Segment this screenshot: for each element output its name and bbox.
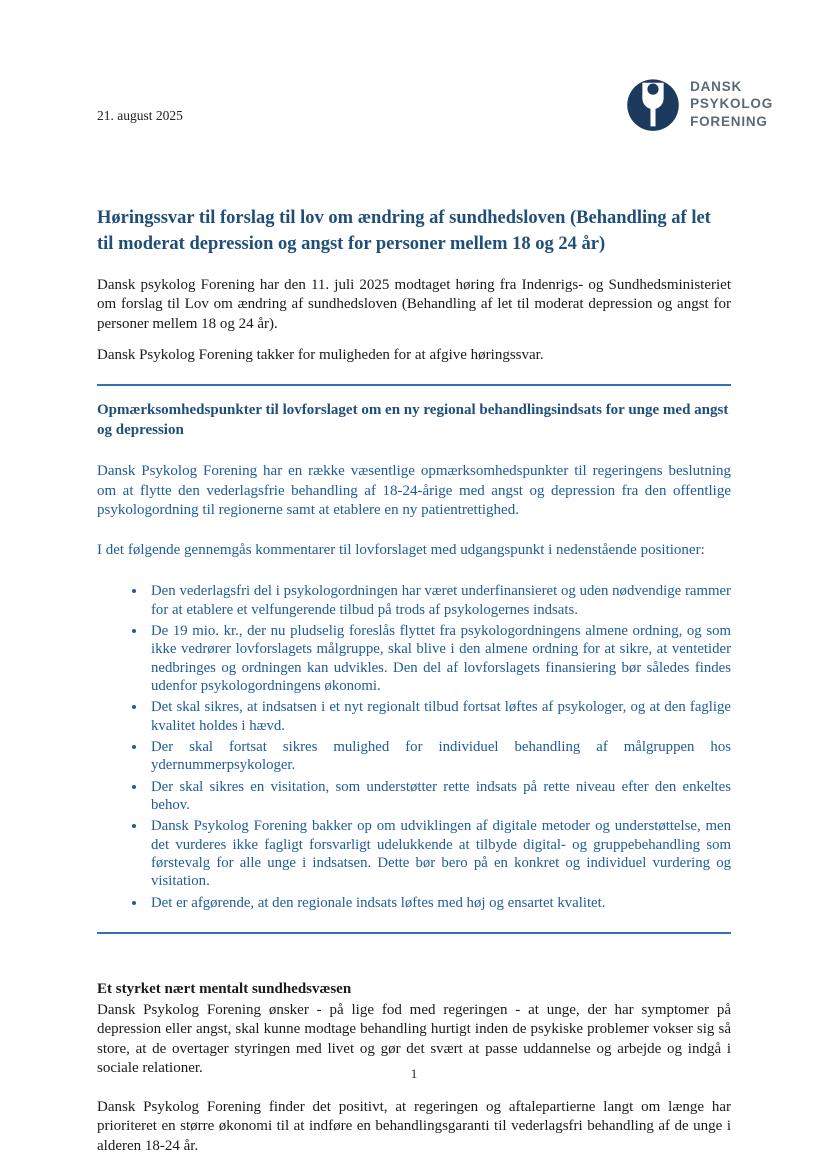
bullet-item: • Det er afgørende, at den regionale indsats løftes med høj og ensartet kvalitet. <box>147 894 731 912</box>
bullet-item: • De 19 mio. kr., der nu pludselig foreslås flyttet fra psykologordningens almene ordning, og som ikke vedrører lovforslagets målgruppe, skal blive i den almene ordning for at sikre, at ventetider nedbringes og ordningen kan udvikles. Den del af lovforslagets finansiering bør således findes udenfor psykologordningens økonomi. <box>147 622 731 695</box>
psi-logo-icon <box>625 76 681 132</box>
org-logo <box>625 76 773 132</box>
page-number: 1 <box>410 1066 418 1081</box>
document-title: Høringssvar til forslag til lov om ændring af sundhedsloven (Behandling af let til moderat depression og angst for personer mellem 18 og 24 år) <box>97 208 711 254</box>
attention-paragraph-2: I det følgende gennemgås kommentarer til lovforslaget med udgangspunkt i nedenstående positioner: <box>97 541 705 558</box>
strengthened-section-heading: Et styrket nært mentalt sundhedsvæsen <box>97 981 352 998</box>
section-divider-top <box>97 384 731 386</box>
bullet-item: • Den vederlagsfri del i psykologordningen har været underfinansieret og uden nødvendige rammer for at etablere et velfungerende tilbud på trods af psykologernes indsats. <box>147 582 731 619</box>
org-logo-line: FORENING <box>690 113 768 129</box>
attention-section-heading: Opmærksomhedspunkter til lovforslaget om en ny regional behandlingsindsats for unge med angst og depression <box>97 401 729 439</box>
intro-paragraph-1: Dansk psykolog Forening har den 11. juli 2025 modtaget høring fra Indenrigs- og Sundhedsministeriet om forslag til Lov om ændring af sundhedsloven (Behandling af let til moderat depression og angst for personer mellem 18 og 24 år). <box>97 276 731 332</box>
document-header <box>97 78 773 158</box>
section-divider-bottom <box>97 932 731 934</box>
bullet-item: • Dansk Psykolog Forening bakker op om udviklingen af digitale metoder og understøttelse, men det vurderes ikke fagligt forsvarligt udelukkende at tilbyde digital- og gruppebehandling som førstevalg for alle unge i indsatsen. Dette bør bero på en konkret og individuel vurdering og visitation. <box>147 817 731 890</box>
intro-paragraph-2: Dansk Psykolog Forening takker for muligheden for at afgive høringssvar. <box>97 347 544 364</box>
strengthened-paragraph-1: Dansk Psykolog Forening ønsker - på lige fod med regeringen - at unge, der har symptomer på depression eller angst, skal kunne modtage behandling hurtigt inden de psykiske problemer vokser sig så store, at de overtager styringen med livet og gør det svært at passe uddannelse og arbejde og indgå i sociale relationer. <box>97 1001 731 1077</box>
position-bullet-list <box>97 582 731 912</box>
bullet-item: • Der skal fortsat sikres mulighed for individuel behandling af målgruppen hos ydernummerpsykologer. <box>147 738 731 775</box>
attention-paragraph-1: Dansk Psykolog Forening har en række væsentlige opmærksomhedspunkter til regeringens beslutning om at flytte den vederlagsfrie behandling af 18-24-årige med angst og depression fra den offentlige psykologordning til regionerne samt at etablere en ny patientrettighed. <box>97 463 731 519</box>
org-logo-line: DANSK <box>690 78 743 94</box>
strengthened-paragraph-2: Dansk Psykolog Forening finder det positivt, at regeringen og aftalepartierne langt om længe har prioriteret en større økonomi til at indføre en behandlingsgaranti til vederlagsfri behandling af de unge i alderen 18-24 år. <box>97 1098 731 1154</box>
org-logo-line: PSYKOLOG <box>690 96 773 112</box>
document-date: 21. august 2025 <box>97 108 183 123</box>
bullet-item: • Det skal sikres, at indsatsen i et nyt regionalt tilbud fortsat løftes af psykologer, og at den faglige kvalitet holdes i hævd. <box>147 698 731 735</box>
bullet-item: • Der skal sikres en visitation, som understøtter rette indsats på rette niveau efter den enkeltes behov. <box>147 778 731 815</box>
org-logo-wordmark <box>690 78 773 131</box>
